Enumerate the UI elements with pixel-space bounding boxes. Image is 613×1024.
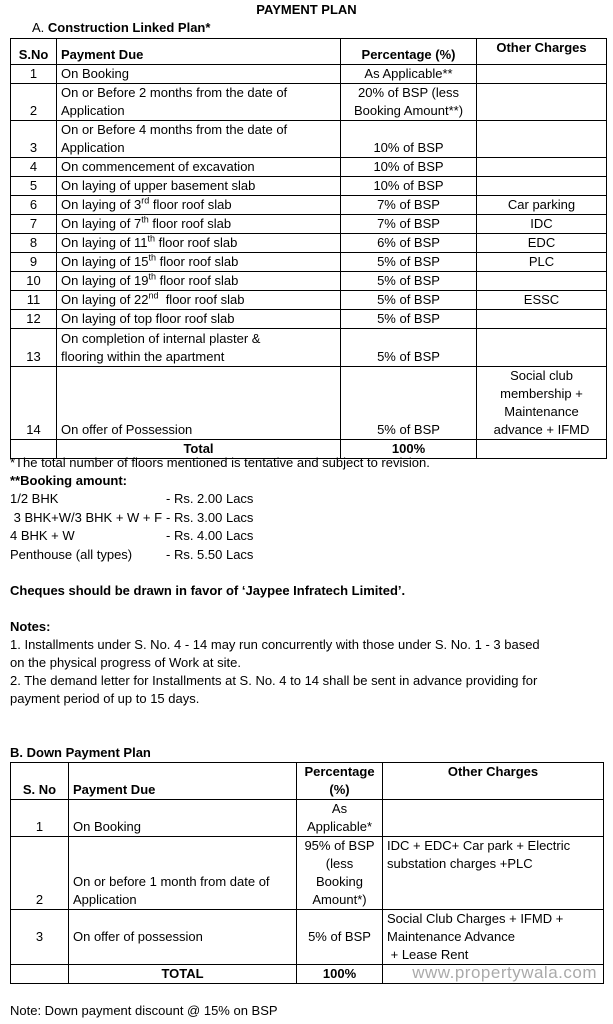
row-other [477,65,607,84]
note-2-line-2: payment period of up to 15 days. [10,691,200,706]
row-pct-line: 20% of BSP (less [358,85,459,100]
row-due [57,329,341,367]
booking-type: 3 BHK+W/3 BHK + W + F [10,510,163,525]
row-due [57,84,341,121]
table-row [11,329,607,367]
floors-note: *The total number of floors mentioned is tentative and subject to revision. [10,455,430,470]
row-sno: 10 [11,272,57,291]
row-due-text: On laying of 11 [61,235,148,250]
row-due-line: On or before 1 month from date of [73,874,270,889]
row-pct: 10% of BSP [341,177,477,196]
down-payment-plan-table [10,762,604,984]
row-sno: 14 [11,367,57,440]
row-due [57,121,341,158]
row-sno: 13 [11,329,57,367]
booking-amount: - Rs. 2.00 Lacs [166,491,254,506]
row-due-text: floor roof slab [155,273,239,288]
row-due-line: On or Before 2 months from the date of [61,85,288,100]
ordinal-suffix: th [148,252,156,263]
row-other: IDC [477,215,607,234]
row-sno: 1 [11,800,69,837]
row-sno: 11 [11,291,57,310]
notes-heading: Notes: [10,619,51,634]
row-due-text: floor roof slab [148,216,232,231]
section-a-prefix: A. [32,20,48,35]
table-row [11,158,607,177]
table-header-row [11,39,607,65]
booking-type: 1/2 BHK [10,491,59,506]
table-row [11,800,604,837]
table-row [11,177,607,196]
row-due-text: On laying of 7 [61,216,142,231]
row-other [383,910,604,965]
table-row [11,196,607,215]
row-due-line: flooring within the apartment [61,348,225,364]
header-sno: S. No [11,763,69,800]
row-sno: 9 [11,253,57,272]
header-percentage [297,763,383,800]
row-due-text: On laying of 22 [61,292,149,307]
row-other [383,800,604,837]
row-due-text: floor roof slab [149,197,232,212]
booking-amount: - Rs. 4.00 Lacs [166,528,254,543]
booking-amount: - Rs. 5.50 Lacs [166,547,254,562]
header-other-charges: Other Charges [477,39,607,65]
section-b-heading: B. Down Payment Plan [10,745,151,760]
booking-heading: **Booking amount: [10,473,127,488]
row-pct: 7% of BSP [341,196,477,215]
row-pct-line: Amount*) [312,892,367,907]
row-other-line: advance + IFMD [493,422,590,437]
row-other: Car parking [477,196,607,215]
header-percentage-line: (%) [329,782,350,797]
row-pct: 5% of BSP [341,310,477,329]
row-pct: 6% of BSP [341,234,477,253]
row-other [477,121,607,158]
row-other-line: Maintenance Advance [387,929,515,944]
row-due: On laying of upper basement slab [57,177,341,196]
cheque-instruction: Cheques should be drawn in favor of ‘Jaypee Infratech Limited’. [10,583,406,598]
row-pct-line: Applicable* [306,819,373,834]
row-sno: 3 [11,121,57,158]
row-due-text: floor roof slab [158,292,245,307]
row-other [477,177,607,196]
table-row [11,367,607,440]
header-sno: S.No [11,39,57,65]
ordinal-suffix: rd [141,195,150,206]
row-other-line: IDC + EDC+ Car park + Electric [387,838,571,853]
row-due-text: On laying of 15 [61,254,149,269]
table-row [11,310,607,329]
row-due [57,272,341,291]
row-due-line: Application [61,140,125,155]
row-pct [341,84,477,121]
header-payment-due: Payment Due [69,763,297,800]
row-other-line: substation charges +PLC [387,856,533,871]
total-label: TOTAL [69,965,297,984]
booking-type: Penthouse (all types) [10,547,133,562]
table-row [11,272,607,291]
row-sno: 7 [11,215,57,234]
row-due-line: Application [61,103,125,118]
header-percentage-line: Percentage [304,764,375,779]
header-other-charges: Other Charges [383,763,604,800]
row-sno: 6 [11,196,57,215]
table-row [11,253,607,272]
row-other [477,329,607,367]
row-due-line: Application [73,892,137,907]
row-other [477,310,607,329]
table-row [11,837,604,910]
row-pct: 5% of BSP [297,910,383,965]
row-sno: 8 [11,234,57,253]
total-percentage: 100% [341,440,477,459]
total-empty [11,965,69,984]
row-due [57,291,341,310]
table-row [11,84,607,121]
row-due: On commencement of excavation [57,158,341,177]
note-1-line-1: 1. Installments under S. No. 4 - 14 may run concurrently with those under S. No. 1 - 3 based [10,637,540,652]
section-a-title: Construction Linked Plan* [47,20,211,35]
page-title: PAYMENT PLAN [256,2,357,17]
row-pct: 5% of BSP [341,291,477,310]
row-due-text: On laying of 19 [61,273,149,288]
row-pct: 10% of BSP [341,158,477,177]
down-payment-footnote: Note: Down payment discount @ 15% on BSP [10,1003,278,1018]
row-due: On offer of Possession [57,367,341,440]
row-due-line: On completion of internal plaster & [61,330,261,346]
ordinal-suffix: th [147,233,155,244]
row-due-text: On laying of 3 [61,197,142,212]
row-other-line: Social Club Charges + IFMD + [387,911,564,926]
row-due [57,253,341,272]
row-due [69,837,297,910]
total-percentage: 100% [297,965,383,984]
row-other [477,158,607,177]
row-pct-line: Booking [316,874,363,889]
row-pct: 5% of BSP [341,367,477,440]
table-row [11,910,604,965]
header-payment-due: Payment Due [57,39,341,65]
row-pct [297,800,383,837]
row-other-line: membership + [500,386,583,401]
row-due: On Booking [69,800,297,837]
row-sno: 4 [11,158,57,177]
row-pct: 5% of BSP [341,253,477,272]
row-pct-line: As [331,801,348,816]
table-row [11,215,607,234]
row-other: PLC [477,253,607,272]
note-1-line-2: on the physical progress of Work at site. [10,655,241,670]
row-other-line: Maintenance [504,404,579,419]
section-a-heading [32,20,210,35]
row-sno: 2 [11,837,69,910]
row-sno: 5 [11,177,57,196]
construction-linked-plan-table [10,38,607,459]
row-pct-line: Booking Amount**) [353,103,464,118]
row-due [57,234,341,253]
row-other [477,84,607,121]
row-pct: 5% of BSP [341,329,477,367]
row-other: ESSC [477,291,607,310]
row-sno: 1 [11,65,57,84]
total-empty [477,440,607,459]
table-header-row [11,763,604,800]
row-due: On laying of top floor roof slab [57,310,341,329]
row-sno: 3 [11,910,69,965]
row-due [57,215,341,234]
ordinal-suffix: th [141,214,149,225]
ordinal-suffix: nd [148,290,159,301]
row-pct: As Applicable** [341,65,477,84]
row-other [477,272,607,291]
row-sno: 12 [11,310,57,329]
table-row [11,291,607,310]
row-pct-line: 95% of BSP [304,838,375,853]
table-row [11,65,607,84]
row-due-text: floor roof slab [155,235,238,250]
row-other: EDC [477,234,607,253]
table-row [11,121,607,158]
row-other-line: + Lease Rent [387,947,469,962]
row-other [383,837,604,910]
row-due-text: floor roof slab [155,254,239,269]
row-due-line: On or Before 4 months from the date of [61,122,288,137]
row-due [57,196,341,215]
row-pct: 10% of BSP [341,121,477,158]
note-2-line-1: 2. The demand letter for Installments at S. No. 4 to 14 shall be sent in advance providing for [10,673,538,688]
row-pct: 7% of BSP [341,215,477,234]
header-percentage: Percentage (%) [341,39,477,65]
watermark: www.propertywala.com [412,963,597,982]
row-other [477,367,607,440]
row-due: On offer of possession [69,910,297,965]
row-pct: 5% of BSP [341,272,477,291]
booking-amount: - Rs. 3.00 Lacs [166,510,254,525]
row-other-line: Social club [510,368,573,383]
booking-type: 4 BHK + W [10,528,75,543]
row-pct-line: (less [325,856,354,871]
row-sno: 2 [11,84,57,121]
total-label: Total [57,440,341,459]
table-row [11,234,607,253]
ordinal-suffix: th [148,271,156,282]
row-pct [297,837,383,910]
row-due: On Booking [57,65,341,84]
